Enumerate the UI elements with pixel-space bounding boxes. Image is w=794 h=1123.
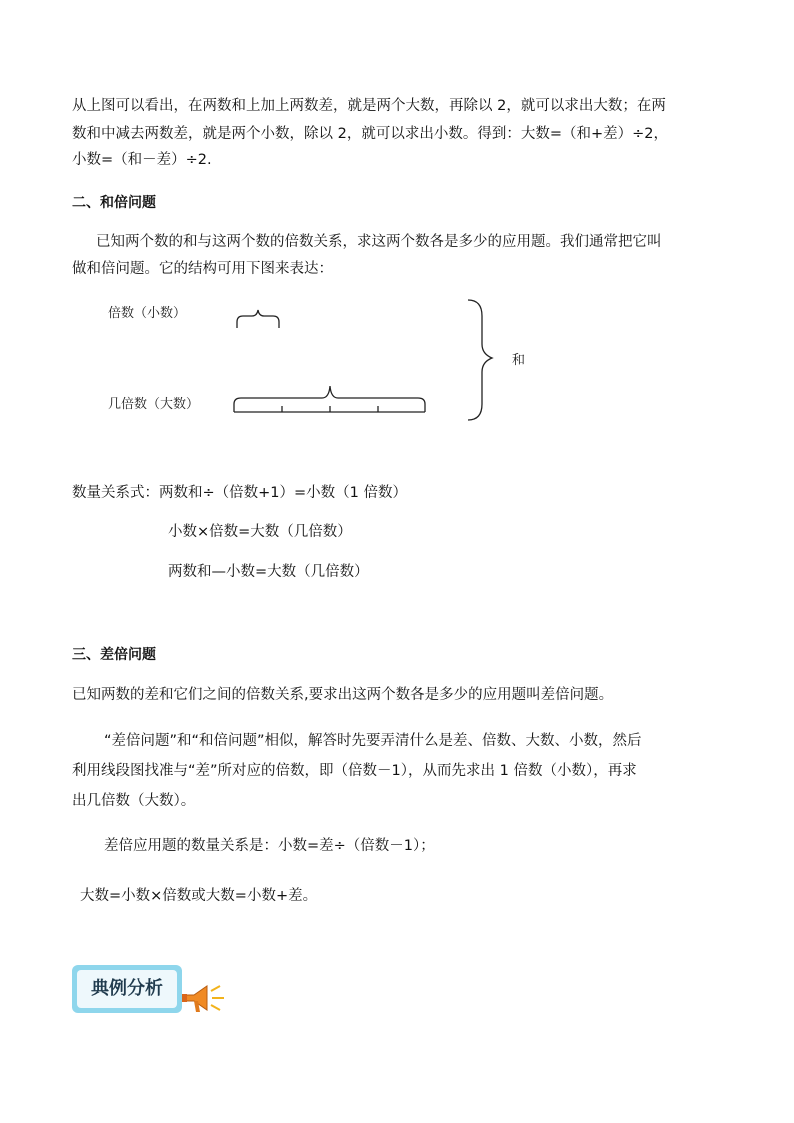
sum-multiple-diagram: [100, 292, 550, 432]
section3-para-3: 差倍应用题的数量关系是：小数=差÷（倍数－1）；: [104, 838, 435, 854]
small-segment-brace: [237, 310, 279, 328]
formula-line-1: 数量关系式：两数和÷（倍数+1）=小数（1 倍数）: [72, 485, 408, 501]
sum-label: 和: [512, 353, 526, 368]
section3-para-2-line-2: 利用线段图找准与“差”所对应的倍数，即（倍数－1），从而先求出 1 倍数（小数），再求: [72, 763, 637, 779]
intro-line-1: 从上图可以看出，在两数和上加上两数差，就是两个大数，再除以 2，就可以求出大数；在两: [72, 98, 666, 114]
section2-para-line-2: 做和倍问题。它的结构可用下图来表达：: [72, 261, 333, 277]
sum-brace: [468, 300, 492, 420]
large-number-label: 几倍数（大数）: [108, 397, 200, 412]
formula-line-3: 两数和—小数=大数（几倍数）: [168, 564, 369, 580]
section3-heading: 三、差倍问题: [72, 647, 156, 663]
small-number-label: 倍数（小数）: [108, 306, 187, 321]
badge-label: 典例分析: [77, 970, 177, 1008]
example-analysis-badge: [72, 965, 182, 1013]
section3-para-4: 大数=小数×倍数或大数=小数+差。: [80, 888, 318, 904]
section3-para-2-line-3: 出几倍数（大数）。: [72, 793, 196, 809]
intro-line-3: 小数=（和－差）÷2.: [72, 152, 212, 168]
section3-para-2-line-1: “差倍问题”和“和倍问题”相似，解答时先要弄清什么是差、倍数、大数、小数，然后: [104, 733, 642, 749]
section2-para-line-1: 已知两个数的和与这两个数的倍数关系，求这两个数各是多少的应用题。我们通常把它叫: [96, 234, 662, 250]
intro-line-2: 数和中减去两数差，就是两个小数，除以 2，就可以求出小数。得到：大数=（和+差）÷2，: [72, 126, 669, 142]
section2-heading: 二、和倍问题: [72, 195, 156, 211]
formula-line-2: 小数×倍数=大数（几倍数）: [168, 524, 352, 540]
section3-para-1: 已知两数的差和它们之间的倍数关系,要求出这两个数各是多少的应用题叫差倍问题。: [72, 687, 614, 703]
megaphone-icon: [180, 982, 228, 1016]
